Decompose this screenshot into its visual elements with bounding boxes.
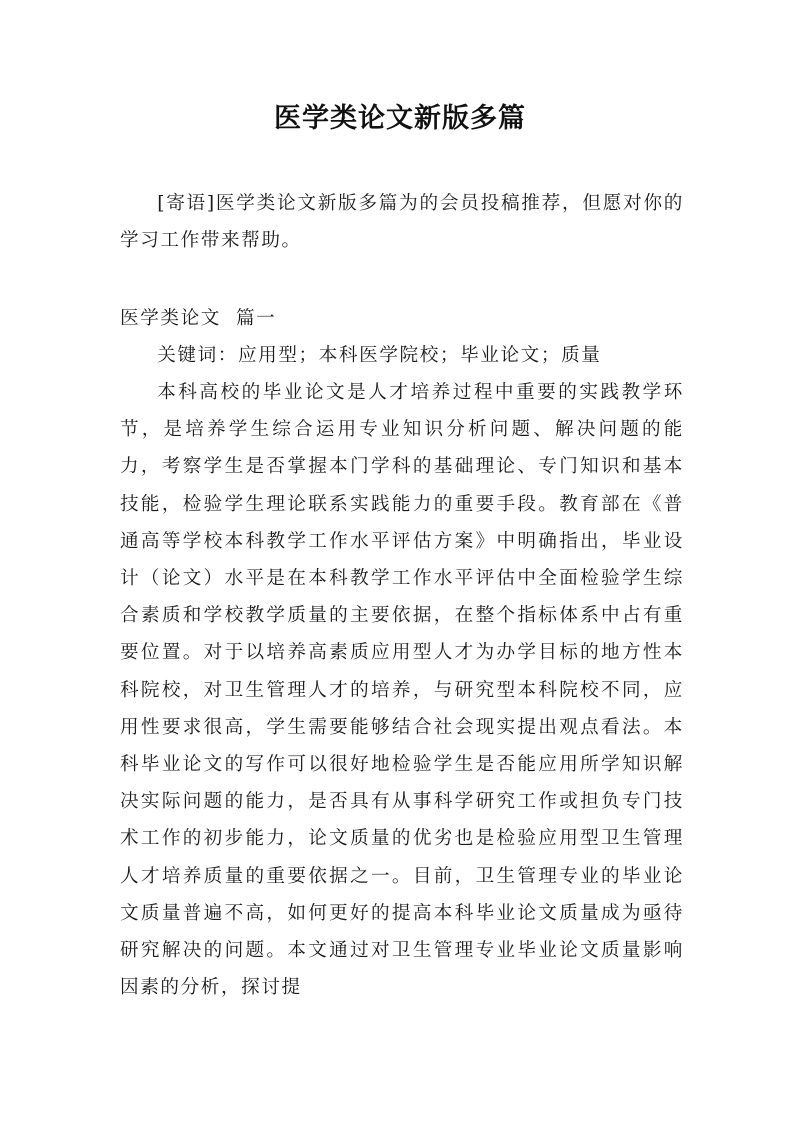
document-title: 医学类论文新版多篇 [274,103,526,134]
keywords-line: 关键词：应用型；本科医学院校；毕业论文；质量 [157,345,602,366]
section-heading: 医学类论文 篇一 [120,308,277,329]
intro-paragraph: [寄语]医学类论文新版多篇为的会员投稿推荐，但愿对你的学习工作带来帮助。 [120,193,684,252]
body-paragraph: 本科高校的毕业论文是人才培养过程中重要的实践教学环节，是培养学生综合运用专业知识分析问题、解决问题的能力，考察学生是否掌握本门学科的基础理论、专门知识和基本技能，检验学生理论联系实践能力的重要手段。教育部在《普通高等学校本科教学工作水平评估方案》中明确指出，毕业设计（论文）水平是在本科教学工作水平评估中全面检验学生综合素质和学校教学质量的主要依据，在整个指标体系中占有重要位置。对于以培养高素质应用型人才为办学目标的地方性本科院校，对卫生管理人才的培养，与研究型本科院校不同，应用性要求很高，学生需要能够结合社会现实提出观点看法。本科毕业论文的写作可以很好地检验学生是否能应用所学知识解决实际问题的能力，是否具有从事科学研究工作或担负专门技术工作的初步能力，论文质量的优劣也是检验应用型卫生管理人才培养质量的重要依据之一。目前，卫生管理专业的毕业论文质量普遍不高，如何更好的提高本科毕业论文质量成为亟待研究解决的问题。本文通过对卫生管理专业毕业论文质量影响因素的分析，探讨提 [120,382,684,999]
